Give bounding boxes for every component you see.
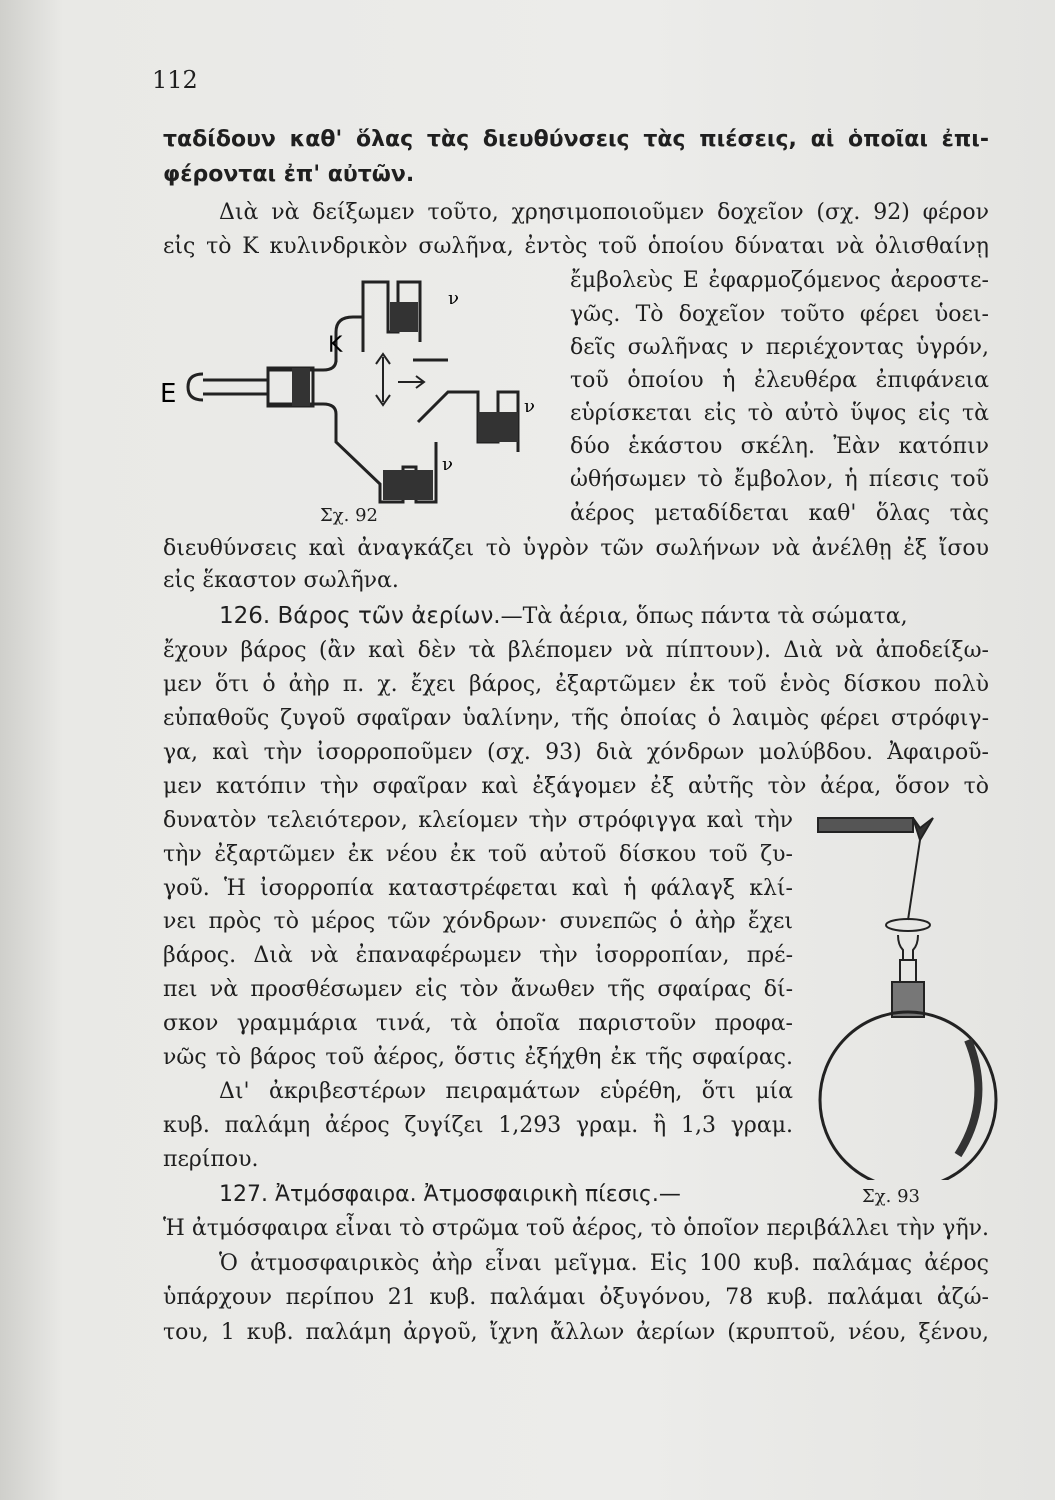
text-line: εὑρίσκεται εἰς τὸ αὐτὸ ὕψος εἰς τὰ (570, 401, 989, 426)
text-line: νῶς τὸ βάρος τοῦ ἀέρος, ὅστις ἐξήχθη ἐκ τῆς σφαίρας. (163, 1045, 793, 1070)
text-line: περίπου. (163, 1147, 259, 1172)
figure-92-label-v: ν (448, 288, 459, 309)
figure-92-diagram (158, 262, 558, 522)
text-line: ὠθήσωμεν τὸ ἔμβολον, ἡ πίεσις τοῦ (570, 467, 989, 492)
text-line: Διὰ νὰ δείξωμεν τοῦτο, χρησιμοποιοῦμεν δοχεῖον (σχ. 92) φέρον (219, 200, 989, 225)
section-heading: 126. Βάρος τῶν ἀερίων. (219, 603, 501, 629)
figure-92-caption: Σχ. 92 (320, 505, 378, 526)
text-line: πει νὰ προσθέσωμεν εἰς τὸν ἄνωθεν τῆς σφαίρας δί- (163, 977, 793, 1002)
text-line: κυβ. παλάμη ἀέρος ζυγίζει 1,293 γραμ. ἢ 1,3 γραμ. (163, 1113, 793, 1138)
text-line: γοῦ. Ἡ ἰσορροπία καταστρέφεται καὶ ἡ φάλαγξ κλί- (163, 876, 793, 901)
text-line: φέρονται ἐπ' αὐτῶν. (163, 162, 415, 187)
figure-92-label-E: Ε (160, 379, 177, 409)
text-line: διευθύνσεις καὶ ἀναγκάζει τὸ ὑγρὸν τῶν σωλήνων νὰ ἀνέλθῃ ἐξ ἴσου (163, 536, 989, 561)
text-line: ταδίδουν καθ' ὅλας τὰς διευθύνσεις τὰς πιέσεις, αἱ ὁποῖαι ἐπι- (163, 127, 989, 152)
text-line: μεν ὅτι ὁ ἀὴρ π. χ. ἔχει βάρος, ἐξαρτῶμεν ἐκ τοῦ ἑνὸς δίσκου πολὺ (163, 672, 989, 697)
text-line: δυνατὸν τελειότερον, κλείομεν τὴν στρόφιγγα καὶ τὴν (163, 808, 793, 833)
section-126-line (163, 601, 989, 632)
figure-92-label-v: ν (524, 396, 535, 417)
figure-92-label-K: Κ (328, 333, 343, 358)
text-line: εἰς ἕκαστον σωλῆνα. (163, 568, 399, 593)
text-line: γῶς. Τὸ δοχεῖον τοῦτο φέρει ὑοει- (570, 302, 989, 327)
text-line: μεν κατόπιν τὴν σφαῖραν καὶ ἐξάγομεν ἐξ αὐτῆς τὸν ἀέρα, ὅσον τὸ (163, 774, 989, 799)
text-span: —Τὰ ἀέρια, ὅπως πάντα τὰ σώματα, (500, 604, 908, 629)
figure-92-label-v: ν (442, 454, 453, 475)
text-line: ἔχουν βάρος (ἂν καὶ δὲν τὰ βλέπομεν νὰ πίπτουν). Διὰ νὰ ἀποδείξω- (163, 638, 989, 663)
text-line: ὑπάρχουν περίπου 21 κυβ. παλάμαι ὀξυγόνου, 78 κυβ. παλάμαι ἀζώ- (163, 1285, 989, 1310)
figure-93-caption: Σχ. 93 (862, 1186, 920, 1207)
text-line: ἔμβολεὺς Ε ἐφαρμοζόμενος ἀεροστε- (570, 268, 989, 293)
text-line: τοῦ ὁποίου ἡ ἐλευθέρα ἐπιφάνεια (570, 368, 989, 393)
figure-93-diagram (808, 810, 998, 1180)
text-line: τὴν ἐξαρτῶμεν ἐκ νέου ἐκ τοῦ αὐτοῦ δίσκου τοῦ ζυ- (163, 842, 793, 867)
text-line: Δι' ἀκριβεστέρων πειραμάτων εὑρέθη, ὅτι μία (219, 1079, 793, 1104)
page-number: 112 (152, 66, 198, 94)
text-line: εὐπαθοῦς ζυγοῦ σφαῖραν ὑαλίνην, τῆς ὁποίας ὁ λαιμὸς φέρει στρόφιγ- (163, 706, 989, 731)
text-line: σκον γραμμάρια τινά, τὰ ὁποῖα παριστοῦν προφα- (163, 1011, 793, 1036)
text-line: ἀέρος μεταδίδεται καθ' ὅλας τὰς (570, 501, 989, 526)
text-line: δεῖς σωλῆνας ν περιέχοντας ὑγρόν, (570, 335, 989, 360)
text-line: εἰς τὸ Κ κυλινδρικὸν σωλῆνα, ἐντὸς τοῦ ὁποίου δύναται νὰ ὀλισθαίνῃ (163, 234, 989, 259)
text-line: Ὁ ἀτμοσφαιρικὸς ἀὴρ εἶναι μεῖγμα. Εἰς 100 κυβ. παλάμας ἀέρος (219, 1251, 989, 1276)
text-line: του, 1 κυβ. παλάμη ἀργοῦ, ἴχνη ἄλλων ἀερίων (κρυπτοῦ, νέου, ξένου, (163, 1320, 989, 1345)
text-line: γα, καὶ τὴν ἰσορροποῦμεν (σχ. 93) διὰ χόνδρων μολύβδου. Ἀφαιροῦ- (163, 740, 989, 765)
section-heading: 127. Ἀτμόσφαιρα. Ἀτμοσφαιρικὴ πίεσις.— (219, 1182, 681, 1207)
text-line: βάρος. Διὰ νὰ ἐπαναφέρωμεν τὴν ἰσορροπίαν, πρέ- (163, 943, 793, 968)
text-line: νει πρὸς τὸ μέρος τῶν χόνδρων· συνεπῶς ὁ ἀὴρ ἔχει (163, 909, 793, 934)
text-line: δύο ἑκάστου σκέλη. Ἐὰν κατόπιν (570, 434, 989, 459)
text-line: Ἡ ἀτμόσφαιρα εἶναι τὸ στρῶμα τοῦ ἀέρος, τὸ ὁποῖον περιβάλλει τὴν γῆν. (163, 1216, 989, 1241)
